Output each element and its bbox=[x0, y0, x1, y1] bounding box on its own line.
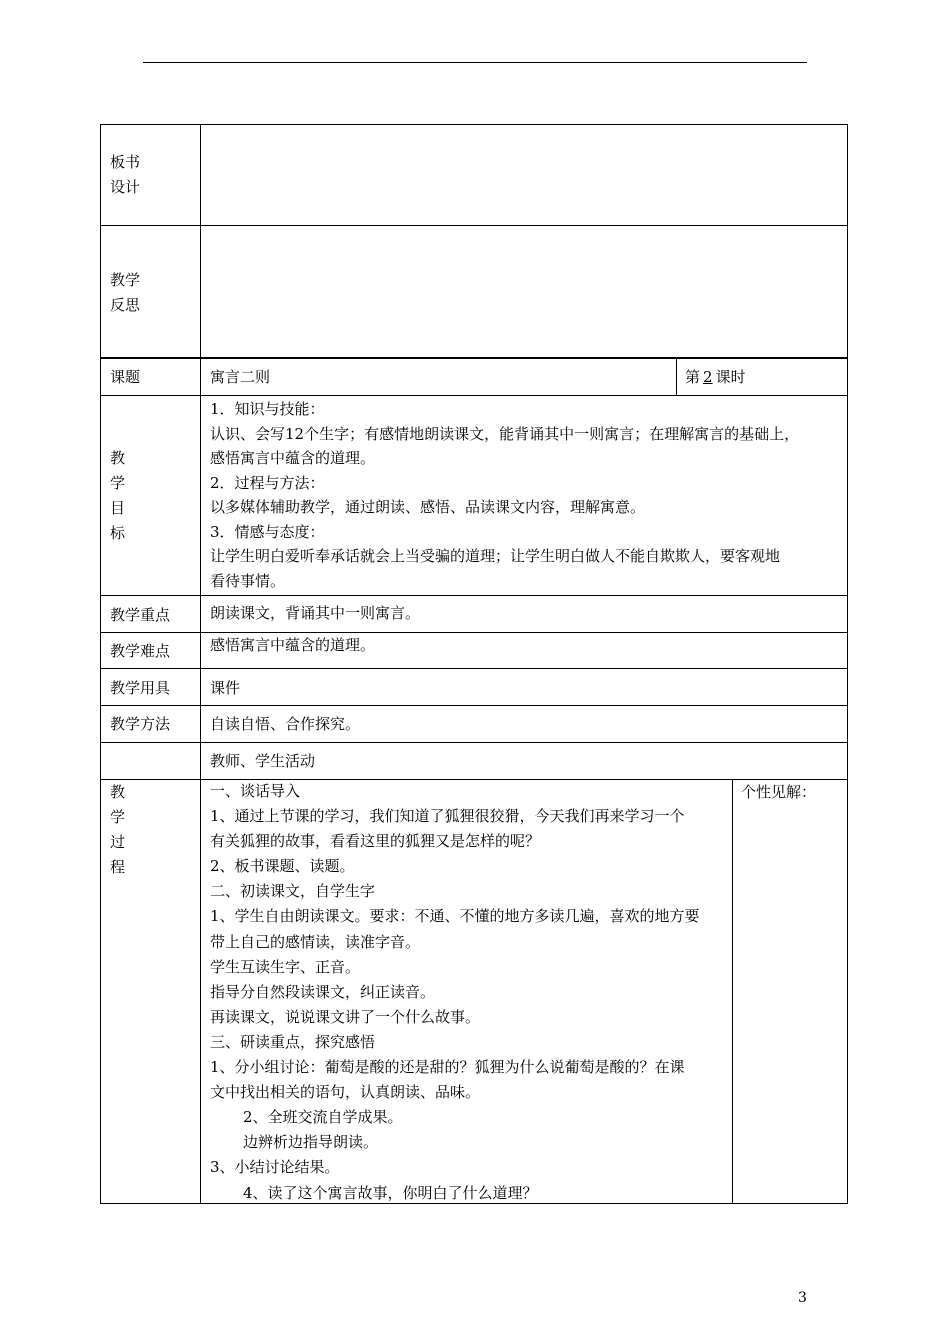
process-content bbox=[210, 779, 700, 1206]
page-number: 3 bbox=[798, 1290, 807, 1306]
process-line: 文中找出相关的语句，认真朗读、品味。 bbox=[210, 1083, 481, 1102]
goals-line: 感悟寓言中蕴含的道理。 bbox=[210, 449, 376, 467]
method-value: 自读自悟、合作探究。 bbox=[210, 715, 361, 733]
top-table-row-divider bbox=[100, 225, 848, 226]
tools-label: 教学用具 bbox=[110, 679, 171, 697]
process-line: 指导分自然段读课文，纠正读音。 bbox=[210, 982, 436, 1001]
personal-divider bbox=[732, 779, 733, 1204]
process-line: 三、研读重点，探究感悟 bbox=[210, 1032, 376, 1051]
tools-value: 课件 bbox=[210, 679, 241, 697]
personal-view-label: 个性见解： bbox=[741, 783, 817, 801]
process-line: 3、小结讨论结果。 bbox=[210, 1158, 340, 1177]
label-column-divider bbox=[200, 358, 201, 1204]
process-line: 1、通过上节课的学习，我们知道了狐狸很狡猾，今天我们再来学习一个 bbox=[210, 807, 685, 826]
key-point-value: 朗读课文，背诵其中一则寓言。 bbox=[210, 604, 421, 622]
method-label: 教学方法 bbox=[110, 715, 171, 733]
row-line bbox=[100, 705, 848, 706]
goals-line: 以多媒体辅助教学，通过朗读、感悟、品读课文内容，理解寓意。 bbox=[210, 498, 646, 516]
process-line: 有关狐狸的故事，看看这里的狐狸又是怎样的呢？ bbox=[210, 832, 541, 851]
process-line: 2、板书课题、读题。 bbox=[210, 857, 355, 876]
top-table bbox=[100, 124, 848, 358]
goals-line: 3．情感与态度： bbox=[210, 522, 325, 541]
process-line: 再读课文，说说课文讲了一个什么故事。 bbox=[210, 1007, 481, 1026]
period-value: 第 2 课时 bbox=[685, 368, 746, 386]
process-label: 教 学 过 程 bbox=[110, 783, 126, 876]
period-number: 2 bbox=[703, 368, 713, 386]
difficulty-value: 感悟寓言中蕴含的道理。 bbox=[210, 636, 376, 654]
row-line bbox=[100, 595, 848, 596]
process-line: 2、全班交流自学成果。 bbox=[243, 1108, 403, 1127]
goals-line: 让学生明白爱听奉承话就会上当受骗的道理；让学生明白做人不能自欺欺人，要客观地 bbox=[210, 547, 781, 565]
goals-label: 教 学 目 标 bbox=[110, 449, 126, 542]
board-design-label: 板书 设计 bbox=[110, 153, 141, 196]
goals-line: 看待事情。 bbox=[210, 571, 286, 590]
row-line bbox=[100, 742, 848, 743]
process-line: 4、读了这个寓言故事，你明白了什么道理？ bbox=[243, 1183, 538, 1202]
goals-line: 2．过程与方法： bbox=[210, 473, 325, 492]
goals-content bbox=[210, 397, 799, 593]
process-line: 1、分小组讨论：葡萄是酸的还是甜的？狐狸为什么说葡萄是酸的？在课 bbox=[210, 1058, 685, 1077]
difficulty-label: 教学难点 bbox=[110, 642, 171, 660]
process-line: 带上自己的感情读，读准字音。 bbox=[210, 932, 421, 951]
process-line: 学生互读生字、正音。 bbox=[210, 957, 361, 976]
key-point-label: 教学重点 bbox=[110, 606, 171, 624]
topic-label: 课题 bbox=[110, 368, 141, 386]
row-line bbox=[100, 395, 848, 396]
process-line: 1、学生自由朗读课文。要求：不通、不懂的地方多读几遍，喜欢的地方要 bbox=[210, 907, 700, 926]
reflection-label: 教学 反思 bbox=[110, 271, 141, 314]
process-line: 一、谈话导入 bbox=[210, 782, 301, 800]
header-rule bbox=[143, 62, 807, 63]
process-line: 边辨析边指导朗读。 bbox=[243, 1133, 379, 1152]
top-table-divider bbox=[200, 124, 201, 358]
process-line: 二、初读课文，自学生字 bbox=[210, 882, 376, 901]
period-divider bbox=[676, 358, 677, 395]
goals-line: 1．知识与技能： bbox=[210, 400, 325, 418]
topic-value: 寓言二则 bbox=[210, 368, 271, 386]
goals-line: 认识、会写12个生字；有感情地朗读课文，能背诵其中一则寓言；在理解寓言的基础上， bbox=[210, 424, 800, 443]
activities-header: 教师、学生活动 bbox=[210, 752, 316, 770]
row-line bbox=[100, 668, 848, 669]
